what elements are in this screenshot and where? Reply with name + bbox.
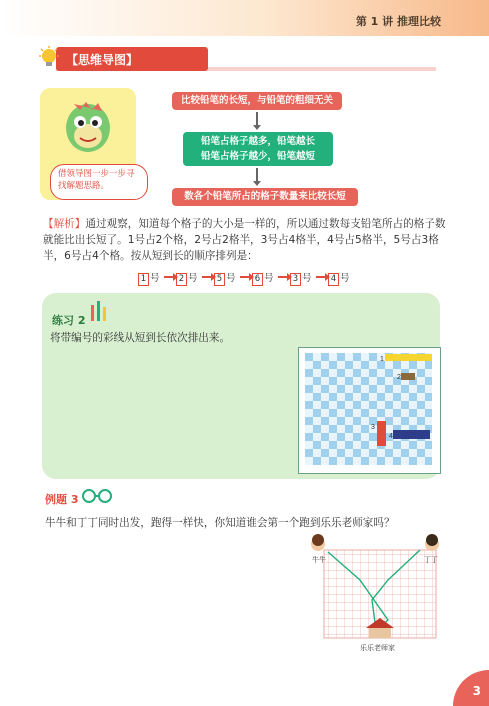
mind-map-title: 【思维导图】 — [66, 53, 139, 67]
analysis-paragraph — [43, 216, 448, 264]
route-map — [296, 530, 456, 655]
flow-box-3: 数各个铅笔所占的格子数量来比较长短 — [172, 188, 358, 206]
house-body — [369, 628, 391, 638]
svg-text:2: 2 — [397, 374, 401, 381]
example-title: 例题 3 — [45, 493, 79, 506]
order-item: 4 号 — [328, 270, 350, 286]
order-item: 2 号 — [176, 270, 198, 286]
line-3 — [377, 421, 386, 446]
order-item: 1 号 — [138, 270, 160, 286]
label-niuniu: 牛牛 — [312, 557, 326, 564]
flow-box-2-line1: 铅笔占格子越多，铅笔越长 — [200, 136, 315, 147]
svg-text:3: 3 — [371, 424, 375, 431]
page-number-badge — [453, 670, 489, 706]
example-text: 牛牛和丁丁同时出发，跑得一样快，你知道谁会第一个跑到乐乐老师家吗？ — [45, 517, 395, 529]
arrow-right-icon — [164, 276, 174, 278]
order-item: 3 号 — [290, 270, 312, 286]
line-2 — [401, 373, 415, 380]
chapter-title: 第 1 讲 推理比较 — [355, 15, 441, 28]
analysis-tag: 【解析】 — [43, 218, 86, 230]
order-item: 6 号 — [252, 270, 274, 286]
practice-text: 将带编号的彩线从短到长依次排出来。 — [50, 332, 231, 344]
label-house: 乐乐老师家 — [360, 645, 395, 652]
flow-box-2-line2: 铅笔占格子越少，铅笔越短 — [200, 151, 315, 162]
arrow-down-icon — [256, 168, 258, 182]
lightbulb-icon — [38, 46, 60, 68]
glasses-icon — [80, 488, 114, 504]
flow-box-2 — [183, 132, 333, 166]
arrow-right-icon — [316, 276, 326, 278]
svg-text:1: 1 — [380, 356, 384, 363]
flow-box-1: 比较铅笔的长短，与铅笔的粗细无关 — [172, 92, 342, 110]
practice-title: 练习 2 — [52, 314, 86, 327]
label-dingding: 丁丁 — [424, 557, 438, 564]
line-1 — [385, 354, 432, 361]
arrow-right-icon — [278, 276, 288, 278]
pencils-icon — [89, 299, 111, 323]
analysis-text: 通过观察，知道每个格子的大小是一样的，所以通过数每支铅笔所占的格子数就能比出长短了。1号占2个格，2号占2格半，3号占4格半，4号占5格半，5号占3格半，6号占4个格。按从短到长的顺序排列是： — [43, 218, 446, 262]
arrow-right-icon — [240, 276, 250, 278]
speech-bubble-text: 借领导图一步一步寻找解题思路。 — [58, 169, 135, 191]
checker-grid — [305, 353, 432, 465]
line-4 — [393, 430, 430, 439]
svg-text:4: 4 — [389, 433, 393, 440]
arrow-right-icon — [202, 276, 212, 278]
order-item: 5 号 — [214, 270, 236, 286]
page-number: 3 — [472, 684, 481, 698]
section-tab — [38, 47, 438, 71]
arrow-down-icon — [256, 112, 258, 126]
dinosaur-mascot-icon — [60, 98, 116, 160]
